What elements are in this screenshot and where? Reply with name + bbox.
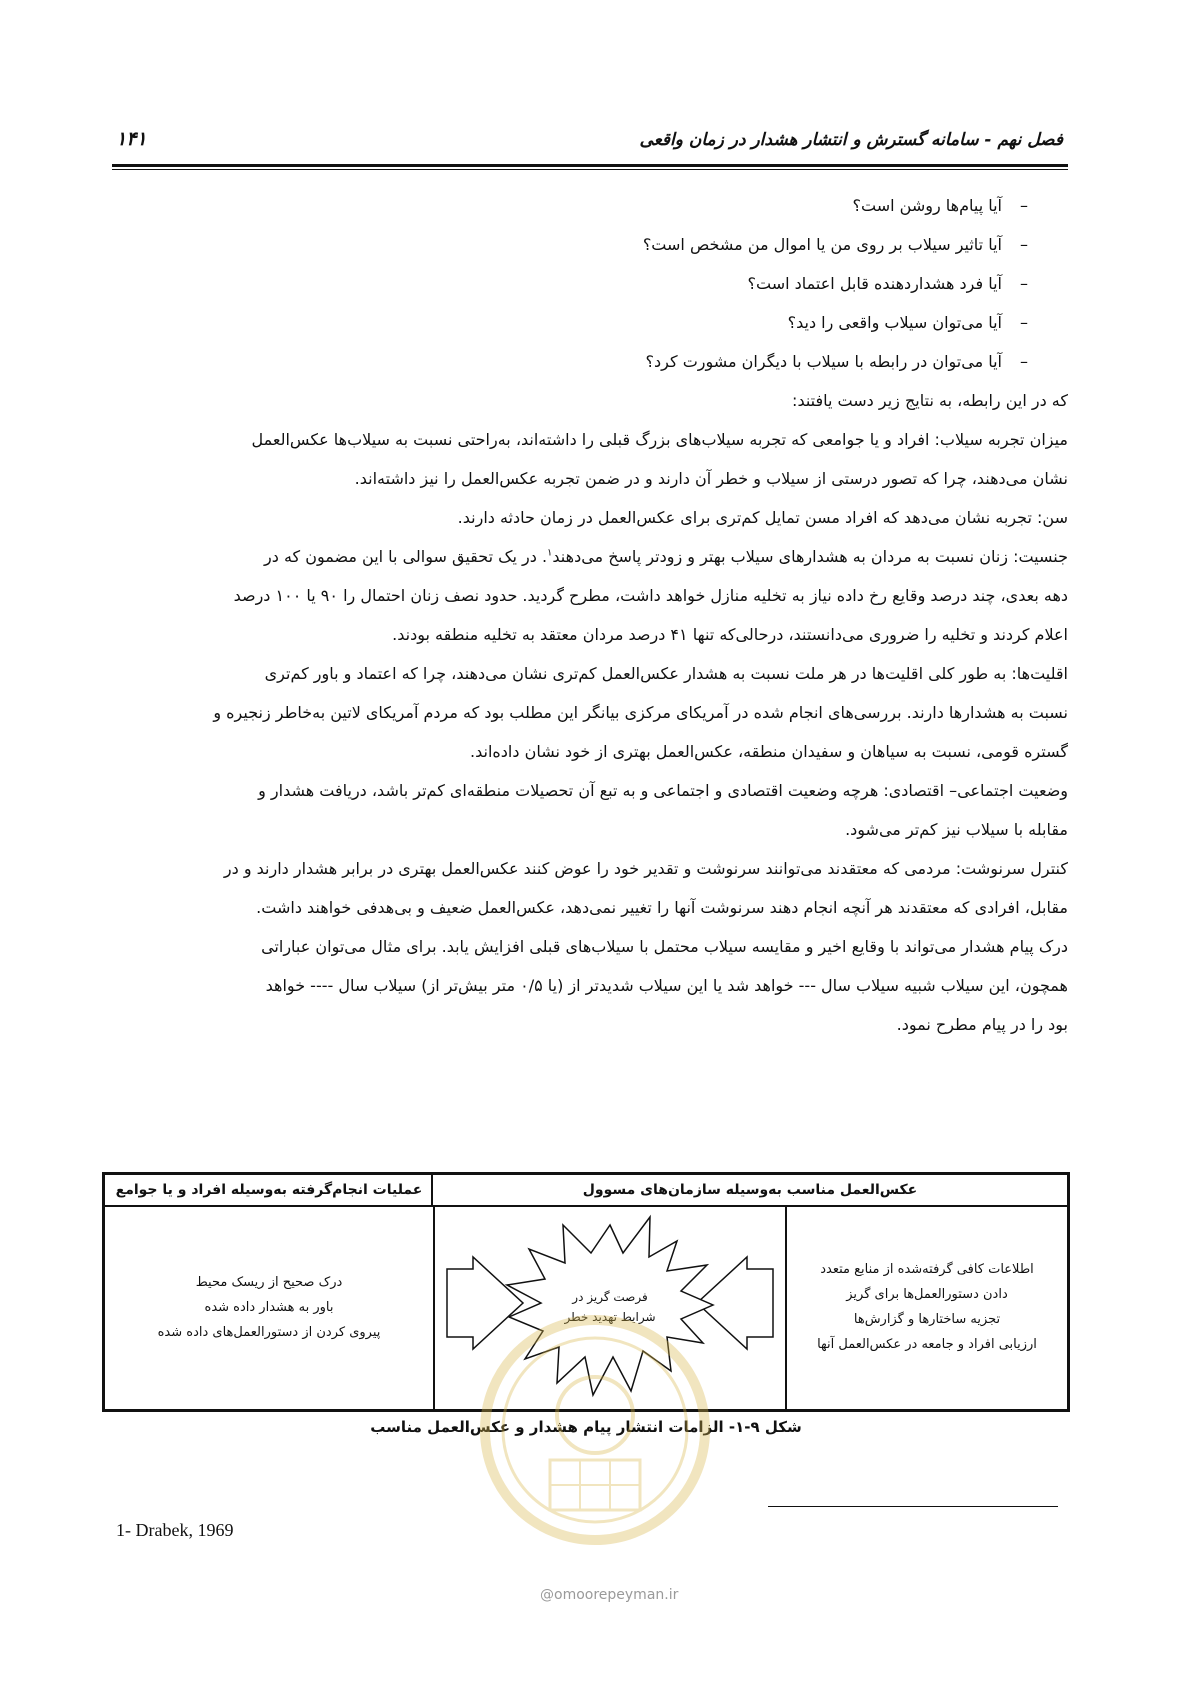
bullet-dash: – — [1020, 313, 1028, 332]
gender-text: جنسیت: زنان نسبت به مردان به هشدارهای سیلاب بهتر و زودتر پاسخ می‌دهند — [552, 547, 1068, 566]
paragraph-line: نشان می‌دهند، چرا که تصور درستی از سیلاب و خطر آن دارند و در ضمن تجربه عکس‌العمل را نیز داشته‌اند. — [354, 469, 1068, 488]
list-item: ارزیابی افراد و جامعه در عکس‌العمل آنها — [817, 1337, 1037, 1352]
bullet-dash: – — [1020, 352, 1028, 371]
header-rule — [112, 164, 1068, 167]
list-item: اطلاعات کافی گرفته‌شده از منابع متعدد — [820, 1262, 1034, 1277]
footnote-rule — [768, 1506, 1058, 1507]
organization-actions-cell — [787, 1205, 1067, 1409]
list-item — [112, 303, 1028, 342]
list-item — [112, 264, 1028, 303]
list-item — [112, 186, 1028, 225]
paragraph-line: اقلیت‌ها: به طور کلی اقلیت‌ها در هر ملت نسبت به هشدار عکس‌العمل کم‌تری نشان می‌دهند، چرا که اعتماد و باور کم‌تری — [264, 664, 1068, 683]
individual-actions-cell — [105, 1205, 433, 1409]
paragraph-line — [112, 537, 1068, 576]
watermark-site: @omoorepeyman.ir — [540, 1587, 679, 1603]
figure-header-individuals: عملیات انجام‌گرفته به‌وسیله افراد و یا جوامع — [105, 1175, 433, 1207]
paragraph-line: همچون، این سیلاب شبیه سیلاب سال --- خواهد شد یا این سیلاب شدیدتر از (یا ۰/۵ متر بیش‌تر از) سیلاب سال ---- خواهد — [265, 976, 1068, 995]
list-item: دادن دستورالعمل‌ها برای گریز — [846, 1287, 1008, 1302]
page-number: ۱۴۱ — [116, 128, 147, 150]
burst-label-line: فرصت گریز در — [572, 1290, 648, 1304]
bullet-dash: – — [1020, 196, 1028, 215]
figure-header-organizations: عکس‌العمل مناسب به‌وسیله سازمان‌های مسوول — [431, 1175, 1067, 1207]
individual-actions-list — [158, 1270, 381, 1345]
footnote: 1- Drabek, 1969 — [116, 1520, 234, 1540]
question-list — [112, 186, 1028, 381]
list-item — [112, 342, 1028, 381]
paragraph-line: نسبت به هشدارها دارند. بررسی‌های انجام شده در آمریکای مرکزی بیانگر این مطلب بود که مردم آمریکای لاتین به‌خاطر زنجیره و — [213, 703, 1068, 722]
paragraph-line: اعلام کردند و تخلیه را ضروری می‌دانستند، درحالی‌که تنها ۴۱ درصد مردان معتقد به تخلیه منطقه بودند. — [392, 625, 1068, 644]
paragraph-line: کنترل سرنوشت: مردمی که معتقدند می‌توانند سرنوشت و تقدیر خود را عوض کنند عکس‌العمل بهتری در برابر هشدار دارند و در — [223, 859, 1068, 878]
question-text: آیا تاثیر سیلاب بر روی من یا اموال من مشخص است؟ — [642, 235, 1002, 254]
intro-line: که در این رابطه، به نتایج زیر دست یافتند: — [792, 391, 1068, 410]
chapter-title: فصل نهم - سامانه گسترش و انتشار هشدار در زمان واقعی — [639, 130, 1063, 150]
list-item: تجزیه ساختارها و گزارش‌ها — [853, 1312, 1001, 1327]
footnote-ref: ۱ — [547, 547, 553, 559]
burst-label-line: شرایط تهدید خطر — [564, 1310, 656, 1324]
body-text — [112, 186, 1068, 1044]
paragraph-line: دهه بعدی، چند درصد وقایع رخ داده نیاز به تخلیه منازل خواهد داشت، مطرح گردید. حدود نصف زنان احتمال را ۹۰ یا ۱۰۰ درصد — [233, 586, 1068, 605]
list-item: درک صحیح از ریسک محیط — [195, 1274, 343, 1290]
figure-caption: شکل ۹-۱- الزامات انتشار پیام هشدار و عکس‌العمل مناسب — [370, 1418, 802, 1436]
header-rule-thin — [112, 169, 1068, 170]
organization-actions-list — [817, 1257, 1037, 1357]
watermark-seal — [470, 1300, 720, 1560]
bullet-dash: – — [1020, 235, 1028, 254]
paragraph-line: درک پیام هشدار می‌تواند با وقایع اخیر و مقایسه سیلاب محتمل با سیلاب‌های قبلی افزایش یابد. برای مثال می‌توان عباراتی — [261, 937, 1068, 956]
paragraph-line: سن: تجربه نشان می‌دهد که افراد مسن تمایل کم‌تری برای عکس‌العمل در زمان حادثه دارند. — [457, 508, 1068, 527]
question-text: آیا فرد هشداردهنده قابل اعتماد است؟ — [747, 274, 1002, 293]
list-item: باور به هشدار داده شده — [204, 1299, 334, 1315]
question-text: آیا می‌توان سیلاب واقعی را دید؟ — [787, 313, 1002, 332]
question-text: آیا پیام‌ها روشن است؟ — [852, 196, 1002, 215]
paragraph-line: میزان تجربه سیلاب: افراد و یا جوامعی که تجربه سیلاب‌های بزرگ قبلی را داشته‌اند، به‌راحتی نسبت به سیلاب‌ها عکس‌العمل — [251, 430, 1068, 449]
gender-text-cont: . در یک تحقیق سوالی با این مضمون که در — [264, 547, 548, 566]
paragraph-line: گستره قومی، نسبت به سیاهان و سفیدان منطقه، عکس‌العمل بهتری از خود نشان داده‌اند. — [470, 742, 1068, 761]
paragraph-line: وضعیت اجتماعی– اقتصادی: هرچه وضعیت اقتصادی و اجتماعی و به تبع آن تحصیلات منطقه‌ای کم‌تر باشد، دریافت هشدار و — [258, 781, 1068, 800]
bullet-dash: – — [1020, 274, 1028, 293]
question-text: آیا می‌توان در رابطه با سیلاب با دیگران مشورت کرد؟ — [645, 352, 1002, 371]
list-item: پیروی کردن از دستورالعمل‌های داده شده — [157, 1324, 381, 1340]
paragraph-line: مقابله با سیلاب نیز کم‌تر می‌شود. — [845, 820, 1068, 839]
list-item — [112, 225, 1028, 264]
paragraph-line: بود را در پیام مطرح نمود. — [896, 1015, 1068, 1034]
paragraph-line: مقابل، افرادی که معتقدند هر آنچه انجام دهند سرنوشت آنها را تغییر نمی‌دهد، عکس‌العمل ضعیف و بی‌هدفی خواهند داشت. — [256, 898, 1068, 917]
